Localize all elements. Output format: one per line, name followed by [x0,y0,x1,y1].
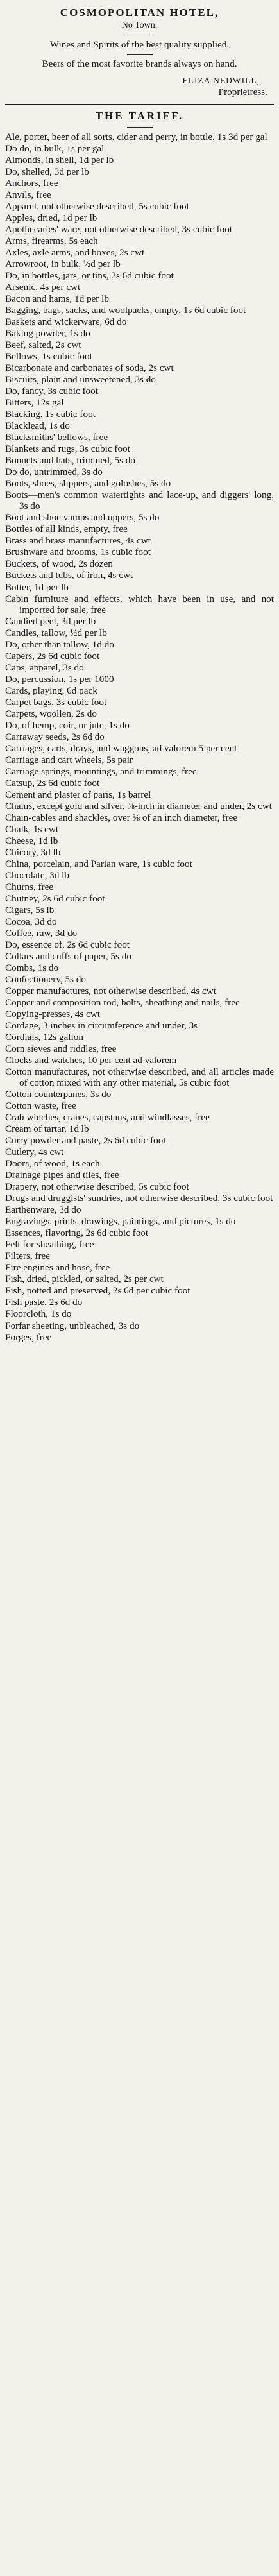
tariff-entry: Do, shelled, 3d per lb [5,166,89,177]
tariff-entry: Chutney, 2s 6d cubic foot [5,892,105,904]
tariff-entry: Coffee, raw, 3d do [5,927,78,939]
tariff-entry: Boots, shoes, slippers, and goloshes, 5s do [5,478,171,490]
tariff-entry: Copying-presses, 4s cwt [5,1009,101,1020]
tariff-entry: Brushware and brooms, 1s cubic foot [5,547,151,558]
tariff-entry: Carriages, carts, drays, and waggons, ad valorem 5 per cent [5,742,237,754]
tariff-entry: Chocolate, 3d lb [5,869,69,881]
tariff-entry: Bacon and hams, 1d per lb [5,293,109,305]
tariff-entry: Catsup, 2s 6d cubic foot [5,777,100,789]
tariff-entry: Beef, salted, 2s cwt [5,339,81,351]
tariff-entry: Drugs and druggists' sundries, not otherwise described, 3s cubic foot [5,1193,273,1204]
tariff-entry: Candles, tallow, ½d per lb [5,627,107,638]
tariff-entry: Baskets and wickerware, 6d do [5,316,127,328]
tariff-entry: Chalk, 1s cwt [5,823,59,835]
tariff-entry: Crab winches, cranes, capstans, and windlasses, free [5,1112,210,1123]
tariff-entry: Fire engines and hose, free [5,1262,110,1274]
tariff-entry: Brass and brass manufactures, 4s cwt [5,535,151,547]
advert-location: No Town. [121,21,158,31]
tariff-entry: Chains, except gold and silver, ⅜-inch in diameter and under, 2s cwt [5,800,272,812]
advert-role: Proprietress. [218,86,267,98]
tariff-list [5,132,274,1343]
tariff-entry: Earthenware, 3d do [5,1204,81,1216]
tariff-entry: Blankets and rugs, 3s cubic foot [5,443,130,455]
advert-title: COSMOPOLITAN HOTEL, [60,6,219,19]
tariff-entry: Candied peel, 3d per lb [5,615,96,627]
tariff-entry: Forfar sheeting, unbleached, 3s do [5,1320,140,1331]
tariff-entry: Apothecaries' ware, not otherwise described, 3s cubic foot [5,224,233,235]
tariff-title: THE TARIFF. [95,109,184,122]
tariff-entry: Chain-cables and shackles, over ⅜ of an inch diameter, free [5,812,238,823]
tariff-entry: Chicory, 3d lb [5,846,61,858]
tariff-entry: Cordials, 12s gallon [5,1032,83,1043]
tariff-entry: Cotton counterpanes, 3s do [5,1089,112,1100]
tariff-entry: Carpets, woollen, 2s do [5,708,97,719]
tariff-entry: Anchors, free [5,177,58,189]
tariff-entry: Bagging, bags, sacks, and woolpacks, empty, 1s 6d cubic foot [5,305,246,316]
tariff-entry: Combs, 1s do [5,962,59,974]
tariff-entry: Carriage springs, mountings, and trimmings, free [5,765,197,777]
tariff-entry: Boot and shoe vamps and uppers, 5s do [5,512,160,524]
tariff-entry: Clocks and watches, 10 per cent ad valorem [5,1055,177,1066]
tariff-entry: Blacksmiths' bellows, free [5,432,108,443]
tariff-entry: Arsenic, 4s per cwt [5,282,81,293]
advert-proprietor: ELIZA NEDWILL, [182,75,260,85]
tariff-entry: Cement and plaster of paris, 1s barrel [5,789,151,800]
tariff-entry: Capers, 2s 6d cubic foot [5,650,100,661]
tariff-entry: Copper and composition rod, bolts, sheathing and nails, free [5,997,240,1009]
tariff-entry: Fish paste, 2s 6d do [5,1297,83,1308]
tariff-entry: Bottles of all kinds, empty, free [5,524,128,535]
tariff-entry: Fish, dried, pickled, or salted, 2s per cwt [5,1274,164,1285]
advert-line-beers: Beers of the most favorite brands always on hand. [42,58,237,69]
tariff-entry: Engravings, prints, drawings, paintings, and pictures, 1s do [5,1216,236,1227]
tariff-entry: Do do, in bulk, 1s per gal [5,142,105,154]
tariff-entry: Caps, apparel, 3s do [5,661,84,673]
tariff-entry: Drapery, not otherwise described, 5s cubic foot [5,1181,189,1193]
tariff-entry: Cigars, 5s lb [5,904,55,916]
tariff-entry: Cotton manufactures, not otherwise described, and all articles made of cotton mixed with any other material, 5s cubic foot [5,1066,274,1089]
tariff-entry: Bonnets and hats, trimmed, 5s do [5,455,135,466]
divider [127,127,153,128]
tariff-entry: Confectionery, 5s do [5,974,86,985]
tariff-entry: Arrowroot, in bulk, ½d per lb [5,259,121,270]
tariff-entry: Fish, potted and preserved, 2s 6d per cubic foot [5,1285,190,1297]
advert-line-wines: Wines and Spirits of the best quality supplied. [49,38,230,50]
tariff-entry: Bellows, 1s cubic foot [5,351,92,363]
tariff-entry: Bitters, 12s gal [5,397,64,409]
tariff-entry: Doors, of wood, 1s each [5,1158,100,1170]
tariff-entry: Carriage and cart wheels, 5s pair [5,754,133,765]
tariff-entry: Floorcloth, 1s do [5,1308,72,1320]
tariff-entry: Drainage pipes and tiles, free [5,1170,119,1181]
tariff-entry: Cards, playing, 6d pack [5,685,97,696]
tariff-entry: Biscuits, plain and unsweetened, 3s do [5,374,156,386]
tariff-entry: Churns, free [5,881,54,892]
tariff-entry: Ale, porter, beer of all sorts, cider and perry, in bottle, 1s 3d per gal [5,131,267,142]
tariff-entry: Essences, flavoring, 2s 6d cubic foot [5,1227,149,1239]
tariff-entry: Do do, untrimmed, 3s do [5,466,103,478]
tariff-entry: Arms, firearms, 5s each [5,235,98,247]
tariff-entry: Apples, dried, 1d per lb [5,212,97,223]
tariff-entry: Cordage, 3 inches in circumference and under, 3s [5,1020,198,1032]
tariff-entry: Boots—men's common watertights and lace-up, and diggers' long, 3s do [5,490,274,512]
tariff-entry: Cocoa, 3d do [5,916,57,927]
tariff-entry: Forges, free [5,1331,52,1343]
tariff-entry: Cotton waste, free [5,1100,76,1112]
tariff-entry: Collars and cuffs of paper, 5s do [5,951,131,962]
tariff-entry: Blacklead, 1s do [5,420,70,432]
divider [127,54,153,55]
tariff-entry: Buckets, of wood, 2s dozen [5,558,113,570]
tariff-entry: Buckets and tubs, of iron, 4s cwt [5,570,133,581]
tariff-entry: Anvils, free [5,189,51,200]
tariff-entry: Carpet bags, 3s cubic foot [5,696,107,708]
tariff-entry: Do, of hemp, coir, or jute, 1s do [5,719,130,731]
tariff-entry: Cabin furniture and effects, which have been in use, and not imported for sale, free [5,593,274,615]
tariff-entry: Carraway seeds, 2s 6d do [5,731,105,742]
tariff-entry: Felt for sheathing, free [5,1239,94,1250]
tariff-entry: Corn sieves and riddles, free [5,1043,117,1055]
section-divider [5,104,274,105]
tariff-entry: Do, fancy, 3s cubic foot [5,386,98,397]
tariff-entry: Almonds, in shell, 1d per lb [5,154,114,166]
tariff-entry: Do, essence of, 2s 6d cubic foot [5,939,130,950]
tariff-entry: Curry powder and paste, 2s 6d cubic foot [5,1135,166,1147]
tariff-entry: Copper manufactures, not otherwise described, 4s cwt [5,985,216,997]
tariff-entry: Bicarbonate and carbonates of soda, 2s cwt [5,363,174,374]
tariff-entry: Baking powder, 1s do [5,328,90,339]
tariff-entry: Do, percussion, 1s per 1000 [5,673,114,685]
tariff-entry: Blacking, 1s cubic foot [5,409,96,420]
hotel-advertisement [5,6,274,98]
tariff-entry: Cream of tartar, 1d lb [5,1123,89,1135]
tariff-entry: Do, other than tallow, 1d do [5,638,114,650]
tariff-entry: Cutlery, 4s cwt [5,1147,64,1158]
tariff-entry: China, porcelain, and Parian ware, 1s cubic foot [5,858,192,869]
tariff-entry: Axles, axle arms, and boxes, 2s cwt [5,247,145,259]
tariff-entry: Cheese, 1d lb [5,835,58,846]
tariff-entry: Do, in bottles, jars, or tins, 2s 6d cubic foot [5,270,174,282]
tariff-entry: Apparel, not otherwise described, 5s cubic foot [5,200,189,212]
tariff-entry: Filters, free [5,1250,51,1262]
tariff-entry: Butter, 1d per lb [5,581,69,593]
